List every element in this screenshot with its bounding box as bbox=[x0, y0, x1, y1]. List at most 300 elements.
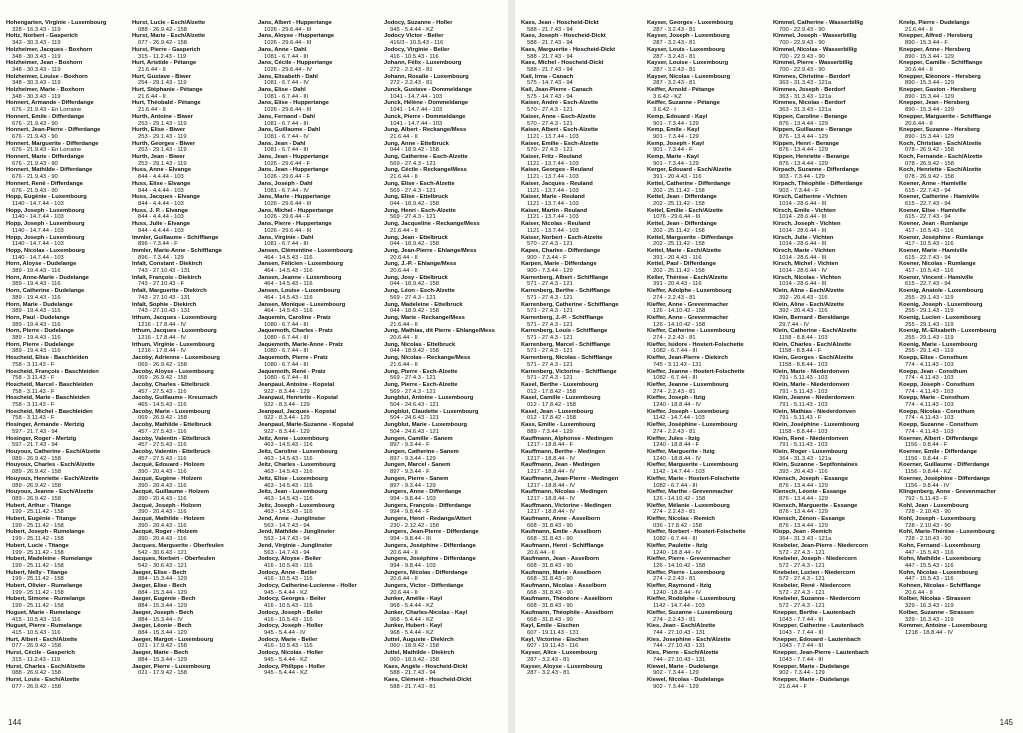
list-entry bbox=[899, 476, 1019, 489]
entry-name: Hosinger, Armande - Mertzig bbox=[6, 422, 85, 429]
entry-detail: 315 - 11.2.43 - 119 bbox=[12, 656, 61, 663]
entry-name: Kieffer, Marguerite - Itzig bbox=[647, 449, 715, 455]
entry-detail: 202 - 25.11.42 - 158 bbox=[653, 227, 705, 234]
list-entry bbox=[773, 235, 893, 248]
entry-name: Infalt, Sophie - Diekirch bbox=[132, 301, 197, 308]
entry-detail: 255 - 29.1.43 - 119 bbox=[905, 348, 954, 355]
list-entry bbox=[521, 315, 641, 328]
entry-name: Knepper, Jean - Hersberg bbox=[899, 100, 970, 107]
entry-name: Kerger, Edouard - Esch/Alzette bbox=[647, 167, 732, 174]
entry-name: Jung, Jacqueline - Reckange/Mess bbox=[384, 221, 480, 228]
entry-name: Klensch, Joseph - Essange bbox=[773, 475, 849, 482]
entry-name: Huguet, Marie - Rumelange bbox=[6, 609, 81, 616]
list-entry bbox=[132, 302, 252, 315]
entry-name: Holtz, Norbert - Gasperich bbox=[6, 33, 78, 40]
entry-name: Kayser, Aloyse - Luxembourg bbox=[521, 663, 603, 670]
entry-detail: 1142 - 14.7.44 - 103 bbox=[653, 469, 705, 476]
entry-name: Kemp, Joseph - Kayl bbox=[647, 140, 705, 147]
entry-detail: 21.6.44 - F bbox=[779, 683, 808, 690]
list-entry bbox=[773, 382, 893, 395]
entry-name: Kirpach, Théophile - Differdange bbox=[773, 180, 863, 187]
entry-detail: 1240 - 18.8.44 - IV bbox=[653, 589, 702, 596]
list-entry bbox=[384, 20, 504, 33]
entry-name: Kayser, Louise - Luxembourg bbox=[647, 60, 729, 67]
list-entry bbox=[132, 422, 252, 435]
list-entry bbox=[384, 315, 504, 328]
entry-name: Koepp, Joseph - Consthum bbox=[899, 381, 975, 388]
entry-name: Jungers, Nicolas - Differdange bbox=[384, 569, 468, 576]
entry-detail: 274 - 2.2.43 - 81 bbox=[653, 294, 696, 301]
entry-detail: 21.6.44 - II bbox=[905, 26, 933, 33]
entry-detail: 287 - 3.2.43 - 81 bbox=[653, 53, 696, 60]
entry-detail: 774 - 4.11.43 - 103 bbox=[905, 402, 954, 409]
entry-name: Huss, Elise - Elvange bbox=[132, 180, 191, 187]
list-entry bbox=[132, 436, 252, 449]
entry-detail: 1082 - 6.7.44 - III bbox=[653, 536, 698, 543]
list-entry bbox=[899, 315, 1019, 328]
list-entry bbox=[258, 409, 378, 422]
entry-name: Hubert, Lucie - Titange bbox=[6, 542, 69, 549]
entry-detail: 896 - 7.3.44 - F bbox=[138, 241, 178, 248]
entry-detail: 389 - 19.4.43 - 116 bbox=[12, 281, 61, 288]
entry-name: Junker, Hubert - Kayl bbox=[384, 623, 442, 630]
list-entry bbox=[899, 221, 1019, 234]
list-entry bbox=[132, 47, 252, 60]
list-entry bbox=[647, 100, 767, 113]
list-entry bbox=[132, 355, 252, 368]
entry-name: Kaufmann, Anne - Asselborn bbox=[521, 516, 601, 523]
entry-detail: 884 - 15.3.44 - IV bbox=[138, 616, 183, 623]
list-entry bbox=[258, 382, 378, 395]
entry-name: Horn, Paul - Dudelange bbox=[6, 314, 70, 321]
entry-name: Kayl, Victorine - Eischen bbox=[521, 636, 589, 643]
entry-detail: 1121 - 13.7.44 - 103 bbox=[527, 133, 579, 140]
list-entry bbox=[384, 248, 504, 261]
entry-name: Knepper, Camille - Schifflange bbox=[899, 60, 983, 67]
entry-detail: 20.6.44 - II bbox=[390, 576, 418, 583]
entry-detail: 329 - 16.3.43 - 119 bbox=[905, 616, 954, 623]
entry-name: Jungen, Pierre - Sanem bbox=[384, 475, 449, 482]
entry-detail: 876 - 13.4.44 - 129 bbox=[779, 522, 828, 529]
entry-detail: 447 - 15.5.43 - 116 bbox=[905, 562, 954, 569]
entry-detail: 968 - 5.4.44 - KZ bbox=[390, 629, 434, 636]
list-entry bbox=[6, 489, 126, 502]
list-entry bbox=[773, 677, 893, 690]
entry-name: Jans, Fernand - Dahl bbox=[258, 113, 316, 120]
entry-detail: 363 - 31.3.43 - 121a bbox=[779, 107, 832, 114]
entry-detail: 463 - 14.5.43 - 116 bbox=[264, 442, 313, 449]
entry-detail: 274 - 2.2.43 - 81 bbox=[653, 388, 696, 395]
entry-detail: 202 - 25.11.42 - 158 bbox=[653, 200, 705, 207]
list-entry bbox=[132, 409, 252, 422]
list-entry bbox=[521, 556, 641, 569]
entry-name: Jaeger, Elise - Bech bbox=[132, 569, 187, 576]
entry-name: Kayl, Emile - Eischen bbox=[521, 623, 580, 630]
list-entry bbox=[132, 194, 252, 207]
entry-name: Koener, Marie - Hamiville bbox=[899, 247, 968, 254]
entry-detail: 1043 - 7.7.44 - III bbox=[779, 656, 824, 663]
list-entry bbox=[647, 141, 767, 154]
entry-detail: 572 - 27.4.3 - 121 bbox=[779, 603, 825, 610]
entry-name: Jacqué, Guillaume - Holzem bbox=[132, 489, 209, 496]
entry-name: Koch, Christian - Esch/Alzette bbox=[899, 140, 982, 147]
entry-detail: 588 - 21.7.43 - 94 bbox=[390, 670, 436, 677]
list-entry bbox=[258, 194, 378, 207]
entry-name: Kieffer, Joseph - Itzig bbox=[647, 395, 706, 402]
entry-name: Jung, Léon - Esch-Alzette bbox=[384, 288, 455, 295]
entry-name: Hopp, Joseph - Luxembourg bbox=[6, 234, 85, 241]
entry-name: Koepp, Jean - Consthum bbox=[899, 368, 968, 375]
list-entry bbox=[384, 570, 504, 583]
list-entry bbox=[132, 275, 252, 288]
entry-name: Kieffer, Joseph - Luxembourg bbox=[647, 408, 729, 415]
list-entry bbox=[647, 261, 767, 274]
entry-name: Hopp, Joseph - Luxembourg bbox=[6, 207, 85, 214]
entry-name: Juttel, Mathilde - Diekirch bbox=[384, 650, 455, 657]
entry-name: Jaquemin, Caroline - Pratz bbox=[258, 314, 331, 321]
entry-name: Kettel, Marguerite - Differdange bbox=[647, 234, 734, 241]
entry-detail: 774 - 4.11.43 - 103 bbox=[905, 388, 954, 395]
list-entry bbox=[258, 449, 378, 462]
list-entry bbox=[384, 288, 504, 301]
list-entry bbox=[521, 664, 641, 677]
entry-detail: 728 - 2.10.43 - 90 bbox=[905, 509, 951, 516]
entry-detail: 572 - 27.4.3 - 121 bbox=[779, 576, 825, 583]
entry-detail: 1140 - 14.7.44 - 103 bbox=[12, 227, 64, 234]
list-entry bbox=[773, 570, 893, 583]
list-entry bbox=[773, 409, 893, 422]
list-entry bbox=[384, 114, 504, 127]
entry-detail: 1014 - 28.6.44 - III bbox=[779, 214, 827, 221]
entry-name: Klein, Aline - Esch/Alzette bbox=[773, 288, 844, 295]
list-entry bbox=[258, 583, 378, 596]
entry-detail: 1081 - 6.7.44 - IV bbox=[264, 133, 309, 140]
entry-detail: 902 - 7.3.44 - 129 bbox=[653, 683, 699, 690]
entry-name: Jans, Guillaume - Dahl bbox=[258, 127, 321, 134]
list-entry bbox=[647, 476, 767, 489]
entry-detail: 044 - 18.9.42 - 158 bbox=[390, 241, 439, 248]
entry-name: Kieffer, Pierre - Grevenmacher bbox=[647, 556, 731, 563]
list-entry bbox=[773, 395, 893, 408]
entry-name: Jans, Anne - Dahl bbox=[258, 46, 307, 53]
list-entry bbox=[899, 570, 1019, 583]
entry-name: Jend, Anne - Junglinster bbox=[258, 516, 326, 523]
entry-name: Hurt, Stéphanie - Pétange bbox=[132, 87, 203, 94]
entry-detail: 329 - 16.3.43 - 119 bbox=[905, 603, 954, 610]
entry-name: Klein, Roger - Luxembourg bbox=[773, 449, 848, 455]
entry-detail: 1142 - 14.7.44 - 103 bbox=[653, 415, 705, 422]
list-entry bbox=[384, 409, 504, 422]
entry-detail: 1140 - 14.7.44 - 103 bbox=[12, 241, 64, 248]
entry-name: Junck, Pierre - Dommeldange bbox=[384, 113, 466, 120]
entry-detail: 417 - 10.5.43 - 116 bbox=[905, 268, 954, 275]
entry-detail: 390 - 20.4.43 - 116 bbox=[138, 509, 187, 516]
list-entry bbox=[6, 288, 126, 301]
entry-detail: 416 - 10.5.43 - 116 bbox=[264, 616, 313, 623]
entry-detail: 199 - 25.11.42 - 158 bbox=[12, 509, 64, 516]
list-entry bbox=[258, 127, 378, 140]
list-entry bbox=[647, 650, 767, 663]
entry-name: Koenig, Lucien - Luxembourg bbox=[899, 314, 981, 321]
list-entry bbox=[132, 664, 252, 677]
entry-detail: 348 - 30.3.43 - 119 bbox=[12, 93, 61, 100]
entry-detail: 901 - 7.3.44 - 129 bbox=[653, 120, 699, 127]
list-entry bbox=[132, 596, 252, 609]
list-entry bbox=[647, 664, 767, 677]
entry-name: Hopp, Nicolas - Luxembourg bbox=[6, 247, 85, 254]
book-gutter bbox=[508, 0, 515, 733]
entry-name: Honnert, René - Differdange bbox=[6, 180, 83, 187]
entry-detail: 901 - 7.3.44 - F bbox=[653, 147, 693, 154]
list-entry bbox=[773, 127, 893, 140]
entry-name: Jungers, François - Differdange bbox=[384, 502, 472, 509]
entry-name: Kaufmann, Marie - Asselborn bbox=[521, 569, 601, 576]
entry-name: Koerner, Joséphine - Differdange bbox=[899, 475, 991, 482]
entry-name: Kail, Jean-Pierre - Canach bbox=[521, 87, 593, 94]
entry-detail: 615 - 22.7.43 - 94 bbox=[905, 214, 951, 221]
entry-name: Kaes, Jean - Hoscheid-Dickt bbox=[521, 20, 599, 26]
entry-name: Kieffer, Norbert - Hostert-Folschette bbox=[647, 529, 746, 536]
entry-detail: 607 - 19.11.43 - 116 bbox=[527, 643, 579, 650]
list-entry bbox=[521, 60, 641, 73]
entry-detail: 465 - 14.5.43 - 116 bbox=[138, 402, 187, 409]
entry-detail: 1041 - 14.7.44 - 103 bbox=[390, 93, 443, 100]
list-entry bbox=[132, 127, 252, 140]
list-entry bbox=[6, 235, 126, 248]
entry-name: Hurst, Lucie - Esch/Alzette bbox=[132, 20, 206, 26]
entry-name: Klensch, Zénon - Essange bbox=[773, 516, 846, 523]
entry-detail: 230 - 2.12.42 - 158 bbox=[390, 522, 439, 529]
list-entry bbox=[258, 328, 378, 341]
entry-detail: 1158 - 8.8.44 - 103 bbox=[779, 428, 828, 435]
list-entry bbox=[132, 20, 252, 33]
entry-detail: 844 - 4.4.44 - 103 bbox=[138, 187, 184, 194]
entry-name: Hoscheid, François - Baschleiden bbox=[6, 368, 99, 375]
list-entry bbox=[647, 623, 767, 636]
entry-detail: 287 - 3.2.43 - 81 bbox=[653, 66, 696, 73]
list-entry bbox=[521, 342, 641, 355]
list-entry bbox=[6, 342, 126, 355]
list-entry bbox=[521, 369, 641, 382]
entry-detail: 1081 - 6.7.44 - IV bbox=[264, 80, 309, 87]
entry-detail: 389 - 19.4.43 - 116 bbox=[12, 308, 61, 315]
entry-detail: 348 - 30.3.43 - 119 bbox=[12, 80, 61, 87]
entry-name: Jungen, Marcel - Sanem bbox=[384, 462, 451, 469]
list-entry bbox=[521, 154, 641, 167]
entry-detail: 758 - 3.11.43 - F bbox=[12, 388, 55, 395]
entry-detail: 463 - 14.5.43 - 116 bbox=[264, 482, 313, 489]
entry-detail: 253 - 29.1.43 - 119 bbox=[138, 147, 187, 154]
list-entry bbox=[773, 141, 893, 154]
list-entry bbox=[6, 422, 126, 435]
entry-detail: 274 - 2.2.43 - 81 bbox=[653, 616, 696, 623]
entry-detail: 416 - 10.5.43 - 116 bbox=[264, 643, 313, 650]
entry-name: Jodocy, Anne - Beiler bbox=[258, 569, 317, 576]
list-entry bbox=[258, 248, 378, 261]
entry-detail: 393 - 20.4.43 - 116 bbox=[779, 469, 828, 476]
entry-detail: 348 - 30.3.43 - 119 bbox=[12, 66, 61, 73]
entry-name: Knepper, Gaston - Hersberg bbox=[899, 87, 976, 94]
entry-detail: 1014 - 28.6.44 - III bbox=[779, 241, 827, 248]
entry-name: Hubert, Madeleine - Rumelange bbox=[6, 556, 93, 563]
entry-name: Kies, Pierre - Esch/Alzette bbox=[647, 650, 719, 657]
entry-detail: 21.6.44 - II bbox=[138, 93, 166, 100]
list-entry bbox=[258, 60, 378, 73]
entry-detail: 088 - 26.9.42 - 158 bbox=[138, 26, 187, 33]
entry-detail: 844 - 4.4.44 - 103 bbox=[138, 214, 184, 221]
entry-name: Jend, Mathilde - Junglinster bbox=[258, 529, 335, 536]
entry-detail: 890 - 15.3.44 - 129 bbox=[905, 80, 954, 87]
entry-name: Jung, Elise - Esch-Alzette bbox=[384, 180, 455, 187]
list-entry bbox=[773, 33, 893, 46]
entry-detail: 416 - 10.5.43 - 116 bbox=[390, 53, 439, 60]
list-entry bbox=[773, 167, 893, 180]
entry-name: Jansen, Clémentine - Luxembourg bbox=[258, 247, 353, 254]
entry-detail: 1217 - 18.8.44 - IV bbox=[527, 455, 576, 462]
entry-detail: 078 - 26.9.42 - 158 bbox=[905, 174, 954, 181]
list-entry bbox=[647, 489, 767, 502]
list-entry bbox=[773, 47, 893, 60]
list-entry bbox=[384, 208, 504, 221]
entry-detail: 994 - 9.8.44 - 103 bbox=[390, 562, 436, 569]
list-entry bbox=[899, 610, 1019, 623]
entry-name: Holzheimer, Louise - Boxhorn bbox=[6, 73, 88, 80]
list-entry bbox=[899, 181, 1019, 194]
list-entry bbox=[6, 87, 126, 100]
entry-detail: 1080 - 6.7.44 - III bbox=[264, 375, 309, 382]
list-entry bbox=[899, 261, 1019, 274]
list-entry bbox=[6, 100, 126, 113]
entry-name: Hurt, Aristide - Pétange bbox=[132, 60, 197, 67]
entry-name: Hubert, Eugénie - Titange bbox=[6, 516, 77, 523]
entry-detail: 463 - 14.5.43 - 116 bbox=[264, 509, 313, 516]
entry-detail: 668 - 31.8.43 - 90 bbox=[527, 576, 573, 583]
entry-name: Kayser, Louis - Luxembourg bbox=[647, 46, 725, 53]
entry-detail: 126 - 14.10.42 - 158 bbox=[653, 495, 706, 502]
entry-detail: 668 - 31.8.43 - 90 bbox=[527, 522, 573, 529]
list-entry bbox=[647, 47, 767, 60]
entry-name: Kippen, Henri - Berange bbox=[773, 140, 840, 147]
entry-detail: 571 - 27.4.3 - 121 bbox=[527, 294, 573, 301]
entry-name: Kaiser, Fritz - Reuland bbox=[521, 154, 582, 161]
entry-name: Kieffer, Jeanne - Hostert-Folschette bbox=[647, 368, 745, 375]
entry-detail: 945 - 5.4.44 - KZ bbox=[390, 26, 434, 33]
list-entry bbox=[773, 275, 893, 288]
list-entry bbox=[384, 127, 504, 140]
list-entry bbox=[773, 315, 893, 328]
list-entry bbox=[773, 342, 893, 355]
entry-detail: 253 - 29.1.43 - 119 bbox=[138, 160, 187, 167]
entry-detail: 069 - 26.9.42 - 158 bbox=[138, 375, 187, 382]
entry-detail: 1043 - 7.7.44 - III bbox=[779, 643, 824, 650]
entry-name: Knepper, Edouard - Lautenbach bbox=[773, 636, 861, 643]
entry-detail: 744 - 27.10.43 - 131 bbox=[653, 629, 706, 636]
list-entry bbox=[384, 141, 504, 154]
entry-detail: 876 - 13.4.44 - 129 bbox=[779, 147, 828, 154]
entry-detail: 389 - 19.4.43 - 116 bbox=[12, 294, 61, 301]
list-entry bbox=[384, 543, 504, 556]
entry-name: Jans, Aloyse - Huppertange bbox=[258, 33, 335, 40]
list-entry bbox=[6, 154, 126, 167]
entry-name: Jungers, Henri - Redange/Attert bbox=[384, 516, 472, 523]
column-6 bbox=[647, 20, 767, 716]
entry-name: Knepper, Anne - Hersberg bbox=[899, 46, 971, 53]
entry-name: Jansen, Louise - Luxembourg bbox=[258, 288, 341, 295]
list-entry bbox=[521, 248, 641, 261]
entry-detail: 1014 - 28.6.44 - IV bbox=[779, 268, 828, 275]
entry-detail: 668 - 31.8.43 - 90 bbox=[527, 536, 573, 543]
entry-detail: 994 - 9.8.44 - 103 bbox=[390, 495, 436, 502]
column-8 bbox=[899, 20, 1019, 716]
entry-detail: 078 - 26.9.42 - 158 bbox=[905, 160, 954, 167]
entry-detail: 1121 - 13.7.44 - 103 bbox=[527, 160, 579, 167]
entry-detail: 1218 - 18.8.44 - IV bbox=[905, 629, 954, 636]
entry-name: Jeitz, Charles - Luxembourg bbox=[258, 462, 336, 469]
entry-detail: 884 - 15.3.44 - 129 bbox=[138, 576, 187, 583]
list-entry bbox=[6, 529, 126, 542]
list-entry bbox=[899, 60, 1019, 73]
list-entry bbox=[899, 355, 1019, 368]
entry-name: Kaes, Clément - Hoscheid-Dickt bbox=[384, 676, 472, 683]
entry-name: Kaes, Michel - Hoscheid-Dickt bbox=[521, 60, 604, 67]
list-entry bbox=[384, 181, 504, 194]
list-entry bbox=[773, 208, 893, 221]
entry-detail: 089 - 26.9.42 - 158 bbox=[12, 469, 61, 476]
entry-detail: 21.6.44 - II bbox=[138, 66, 166, 73]
entry-name: Klein, Catherine - Esch/Alzette bbox=[773, 328, 857, 335]
list-entry bbox=[899, 328, 1019, 341]
list-entry bbox=[521, 596, 641, 609]
entry-name: Jeanpaul, Antoine - Kopstal bbox=[258, 381, 335, 388]
entry-name: Houyoux, Jeanne - Esch/Alzette bbox=[6, 489, 94, 496]
list-entry bbox=[899, 543, 1019, 556]
list-entry bbox=[647, 221, 767, 234]
entry-name: Junker, Charles-Nicolas - Kayl bbox=[384, 609, 468, 616]
list-entry bbox=[384, 422, 504, 435]
list-entry bbox=[647, 610, 767, 623]
list-entry bbox=[899, 141, 1019, 154]
entry-detail: 21.6.44 - II bbox=[390, 133, 418, 140]
entry-name: Jacoby, Mathilde - Ettelbruck bbox=[132, 422, 212, 429]
entry-detail: 743 - 27.10.43 - 131 bbox=[138, 308, 191, 315]
list-entry bbox=[647, 127, 767, 140]
entry-detail: 844 - 4.4.44 - 103 bbox=[138, 227, 184, 234]
entry-name: Jans, Joseph - Dahl bbox=[258, 180, 313, 187]
column-3 bbox=[258, 20, 378, 716]
list-entry bbox=[647, 596, 767, 609]
list-entry bbox=[258, 503, 378, 516]
list-entry bbox=[773, 60, 893, 73]
entry-detail: 569 - 27.4.3 - 121 bbox=[390, 294, 436, 301]
entry-name: Kaiser, Emilie - Esch-Alzette bbox=[521, 140, 599, 147]
list-entry bbox=[6, 141, 126, 154]
entry-name: Jungen, Camille - Sanem bbox=[384, 435, 453, 442]
entry-detail: 1121 - 13.7.44 - 103 bbox=[527, 174, 579, 181]
entry-detail: 1080 - 6.7.44 - III bbox=[264, 348, 309, 355]
entry-name: Horn, Anne-Marie - Dudelange bbox=[6, 274, 89, 281]
list-entry bbox=[899, 235, 1019, 248]
entry-detail: 1216 - 17.8.44 - IV bbox=[138, 321, 187, 328]
list-entry bbox=[647, 583, 767, 596]
entry-detail: 390 - 20.4.43 - 116 bbox=[138, 469, 187, 476]
list-entry bbox=[521, 288, 641, 301]
entry-name: Jacqué, Joseph - Holzem bbox=[132, 502, 202, 509]
entry-name: Kieffer, Isidore - Hostert-Folschette bbox=[647, 341, 744, 348]
list-entry bbox=[521, 167, 641, 180]
entry-name: Jans, Marie - Huppertange bbox=[258, 194, 331, 201]
entry-detail: 903 - 7.3.44 - 129 bbox=[779, 174, 825, 181]
entry-name: Kayser, Nicolas - Luxembourg bbox=[647, 73, 731, 80]
